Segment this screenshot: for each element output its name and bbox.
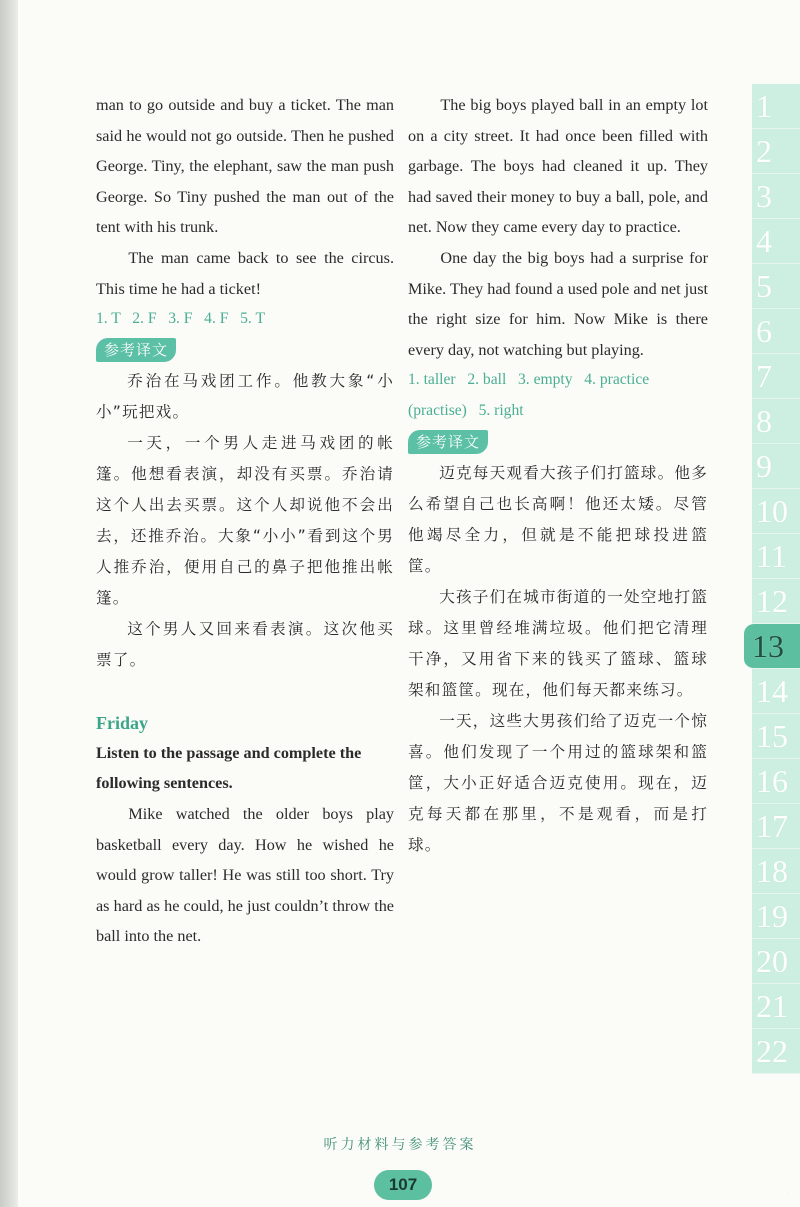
unit-tab-4[interactable] bbox=[752, 219, 800, 264]
page-binding-edge bbox=[0, 0, 18, 1207]
unit-tab-label: 20 bbox=[756, 943, 788, 979]
unit-tab-6[interactable] bbox=[752, 309, 800, 354]
translation-paragraph: 一天，一个男人走进马戏团的帐篷。他想看表演，却没有买票。乔治请这个人出去买票。这个人却说他不会出去，还推乔治。大象“小小”看到这个男人推乔治，便用自己的鼻子把他推出帐篷。 bbox=[96, 433, 394, 607]
answer-key: 1. taller 2. ball 3. empty 4. practice (practise) 5. right bbox=[408, 371, 654, 419]
translation-paragraph: 大孩子们在城市街道的一处空地打篮球。这里曾经堆满垃圾。他们把它清理干净，又用省下来的钱买了篮球、篮球架和篮筐。现在，他们每天都来练习。 bbox=[408, 587, 708, 699]
unit-tab-7[interactable] bbox=[752, 354, 800, 399]
story-paragraph: The man came back to see the circus. This time he had a ticket! bbox=[96, 248, 394, 298]
unit-tab-label: 11 bbox=[756, 538, 787, 574]
unit-tab-12[interactable] bbox=[752, 579, 800, 624]
unit-tab-label: 14 bbox=[756, 673, 788, 709]
exercise-instruction: Listen to the passage and complete the following sentences. bbox=[96, 743, 362, 793]
unit-tab-label: 22 bbox=[756, 1033, 788, 1069]
translation-label: 参考译文 bbox=[408, 430, 488, 454]
story-paragraph: man to go outside and buy a ticket. The man said he would not go outside. Then he pushed George. Tiny, the elephant, saw the man push George. So Tiny pushed the man out of the tent with his trunk. bbox=[96, 96, 394, 237]
unit-tab-label: 19 bbox=[756, 898, 788, 934]
story-paragraph: The big boys played ball in an empty lot on a city street. It had once been filled with garbage. The boys had cleaned it up. They had saved their money to buy a ball, pole, and net. Now they came every day to practice. bbox=[408, 96, 708, 237]
unit-tab-3[interactable] bbox=[752, 174, 800, 219]
watermark-mark: . bbox=[786, 1190, 788, 1195]
unit-tabs bbox=[752, 84, 800, 1074]
unit-tab-label: 10 bbox=[756, 493, 788, 529]
unit-tab-label: 7 bbox=[756, 358, 772, 394]
unit-tab-label: 18 bbox=[756, 853, 788, 889]
unit-tab-18[interactable] bbox=[752, 849, 800, 894]
unit-tab-label: 17 bbox=[756, 808, 788, 844]
unit-tab-14[interactable] bbox=[752, 669, 800, 714]
unit-tab-label: 4 bbox=[756, 223, 772, 259]
unit-tab-label: 5 bbox=[756, 268, 772, 304]
unit-tab-label: 13 bbox=[752, 628, 784, 664]
page-number: 107 bbox=[374, 1170, 432, 1200]
day-heading: Friday bbox=[96, 712, 148, 733]
unit-tab-10[interactable] bbox=[752, 489, 800, 534]
unit-tab-2[interactable] bbox=[752, 129, 800, 174]
unit-tab-17[interactable] bbox=[752, 804, 800, 849]
unit-tab-5[interactable] bbox=[752, 264, 800, 309]
unit-tab-20[interactable] bbox=[752, 939, 800, 984]
left-column bbox=[96, 90, 394, 952]
unit-tab-label: 12 bbox=[756, 583, 788, 619]
unit-tab-label: 8 bbox=[756, 403, 772, 439]
translation-label: 参考译文 bbox=[96, 338, 176, 362]
unit-tab-16[interactable] bbox=[752, 759, 800, 804]
unit-tab-label: 3 bbox=[756, 178, 772, 214]
footer-title: 听力材料与参考答案 bbox=[323, 1137, 477, 1153]
unit-tab-19[interactable] bbox=[752, 894, 800, 939]
unit-tab-21[interactable] bbox=[752, 984, 800, 1029]
right-column bbox=[408, 90, 708, 861]
unit-tab-label: 1 bbox=[756, 88, 772, 124]
story-paragraph: Mike watched the older boys play basketball every day. How he wished he would grow taller! He was still too short. Try as hard as he could, he just couldn’t throw the ball into the net. bbox=[96, 804, 394, 946]
unit-tab-label: 21 bbox=[756, 988, 788, 1024]
unit-tab-1[interactable] bbox=[752, 84, 800, 129]
unit-tab-22[interactable] bbox=[752, 1029, 800, 1074]
unit-tab-8[interactable] bbox=[752, 399, 800, 444]
translation-paragraph: 这个男人又回来看表演。这次他买票了。 bbox=[96, 619, 394, 669]
unit-tab-9[interactable] bbox=[752, 444, 800, 489]
unit-tab-label: 6 bbox=[756, 313, 772, 349]
unit-tab-label: 16 bbox=[756, 763, 788, 799]
unit-tab-13[interactable] bbox=[744, 624, 800, 669]
translation-paragraph: 乔治在马戏团工作。他教大象“小小”玩把戏。 bbox=[96, 371, 394, 421]
translation-paragraph: 迈克每天观看大孩子们打篮球。他多么希望自己也长高啊！他还太矮。尽管他竭尽全力，但就是不能把球投进篮筐。 bbox=[408, 463, 708, 575]
unit-tab-11[interactable] bbox=[752, 534, 800, 579]
story-paragraph: One day the big boys had a surprise for Mike. They had found a used pole and net just the right size for him. Now Mike is there every day, not watching but playing. bbox=[408, 248, 709, 359]
unit-tab-label: 9 bbox=[756, 448, 772, 484]
unit-tab-label: 15 bbox=[756, 718, 788, 754]
unit-tab-label: 2 bbox=[756, 133, 772, 169]
answer-key: 1. T 2. F 3. F 4. F 5. T bbox=[96, 310, 265, 328]
unit-tab-15[interactable] bbox=[752, 714, 800, 759]
translation-paragraph: 一天，这些大男孩们给了迈克一个惊喜。他们发现了一个用过的篮球架和篮筐，大小正好适合迈克使用。现在，迈克每天都在那里，不是观看，而是打球。 bbox=[408, 711, 708, 854]
